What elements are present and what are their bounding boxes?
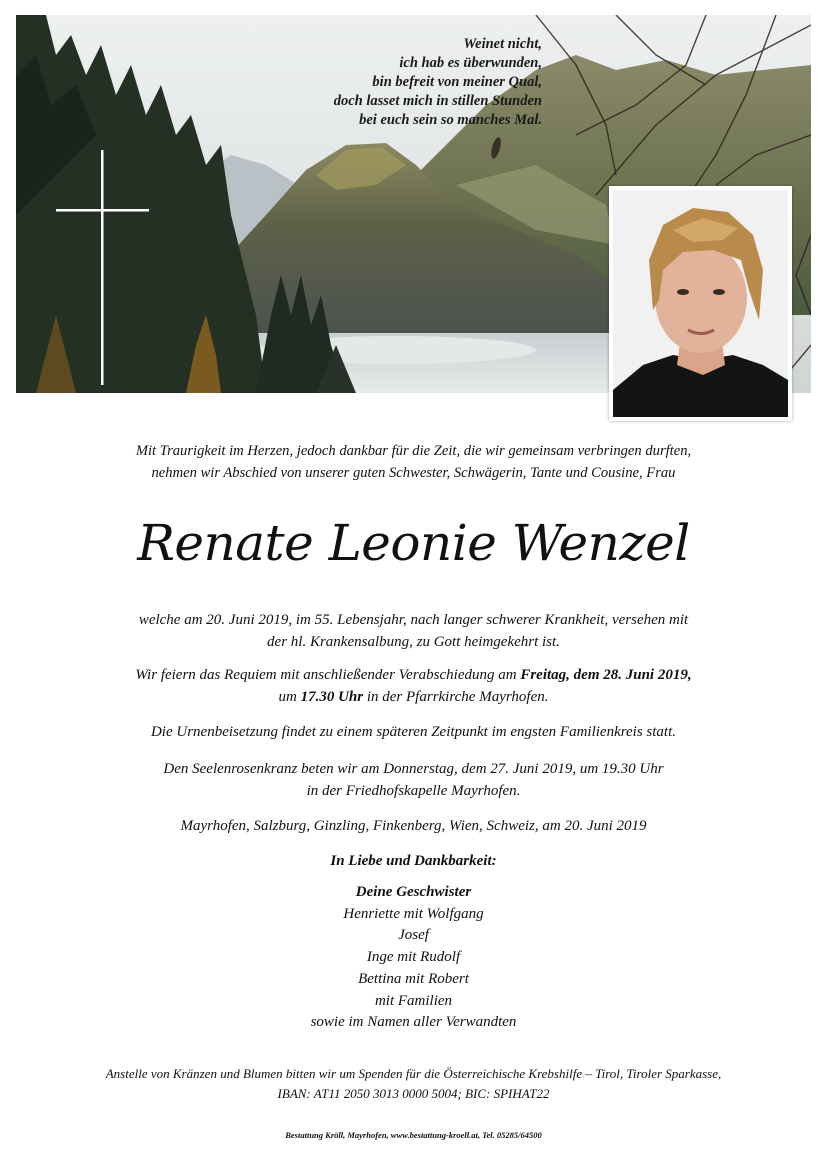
portrait-photo — [609, 186, 792, 421]
footer-line: Bestattung Kröll, Mayrhofen, www.bestattung-kroell.at, Tel. 05285/64500 — [285, 1130, 542, 1140]
cross-icon — [56, 150, 149, 385]
requiem-text-part: Wir feiern das Requiem mit anschließender Verabschiedung am — [135, 667, 521, 683]
family-member: Bettina mit Robert — [358, 970, 469, 987]
closing-line: In Liebe und Dankbarkeit: — [330, 853, 497, 869]
family-member: Josef — [398, 927, 429, 944]
family-member: sowie im Namen aller Verwandten — [310, 1014, 517, 1031]
footer-undertaker — [0, 1129, 827, 1141]
intro-line: nehmen wir Abschied von unserer guten Schwester, Schwägerin, Tante und Cousine, Frau — [151, 465, 676, 481]
family-heading: Deine Geschwister — [355, 884, 472, 900]
donation-text — [0, 1064, 827, 1104]
requiem-text — [0, 664, 827, 708]
poem-line: Weinet nicht, — [463, 36, 542, 52]
places-date — [0, 815, 827, 837]
poem-line: bin befreit von meiner Qual, — [372, 74, 542, 90]
intro-text — [0, 440, 827, 484]
rosary-line: Den Seelenrosenkranz beten wir am Donnerstag, dem 27. Juni 2019, um 19.30 Uhr — [163, 761, 664, 777]
passing-text — [0, 609, 827, 653]
passing-line: der hl. Krankensalbung, zu Gott heimgekehrt ist. — [267, 634, 560, 650]
family-member: Inge mit Rudolf — [366, 949, 461, 966]
requiem-text-part: um — [278, 689, 301, 705]
family-member: mit Familien — [374, 992, 453, 1009]
intro-line: Mit Traurigkeit im Herzen, jedoch dankbar für die Zeit, die wir gemeinsam verbringen durften, — [135, 443, 692, 459]
portrait-image — [613, 190, 788, 417]
urn-text — [0, 721, 827, 743]
urn-line: Die Urnenbeisetzung findet zu einem späteren Zeitpunkt im engsten Familienkreis statt. — [150, 724, 677, 740]
deceased-name: Renate Leonie Wenzel — [137, 514, 690, 572]
requiem-line-1 — [0, 664, 827, 686]
requiem-line-2 — [0, 686, 827, 708]
donation-line: Anstelle von Kränzen und Blumen bitten wir um Spenden für die Österreichische Krebshilfe – Tirol, Tiroler Sparkasse, — [105, 1066, 722, 1081]
donation-line: IBAN: AT11 2050 3013 0000 5004; BIC: SPIHAT22 — [277, 1086, 550, 1101]
requiem-time: 17.30 Uhr — [300, 689, 364, 705]
family-member: Henriette mit Wolfgang — [343, 905, 484, 922]
poem-line: ich hab es überwunden, — [399, 55, 542, 71]
poem — [170, 35, 542, 130]
poem-line: bei euch sein so manches Mal. — [359, 112, 542, 128]
requiem-text-part: in der Pfarrkirche Mayrhofen. — [363, 689, 549, 705]
passing-line: welche am 20. Juni 2019, im 55. Lebensjahr, nach langer schwerer Krankheit, versehen mit — [138, 612, 689, 628]
rosary-text — [0, 758, 827, 802]
rosary-line: in der Friedhofskapelle Mayrhofen. — [306, 783, 521, 799]
closing-text — [0, 850, 827, 872]
places-date-line: Mayrhofen, Salzburg, Ginzling, Finkenberg, Wien, Schweiz, am 20. Juni 2019 — [180, 818, 647, 834]
poem-line: doch lasset mich in stillen Stunden — [333, 93, 542, 109]
family-list — [0, 882, 827, 1034]
requiem-date: Freitag, dem 28. Juni 2019, — [520, 667, 692, 683]
